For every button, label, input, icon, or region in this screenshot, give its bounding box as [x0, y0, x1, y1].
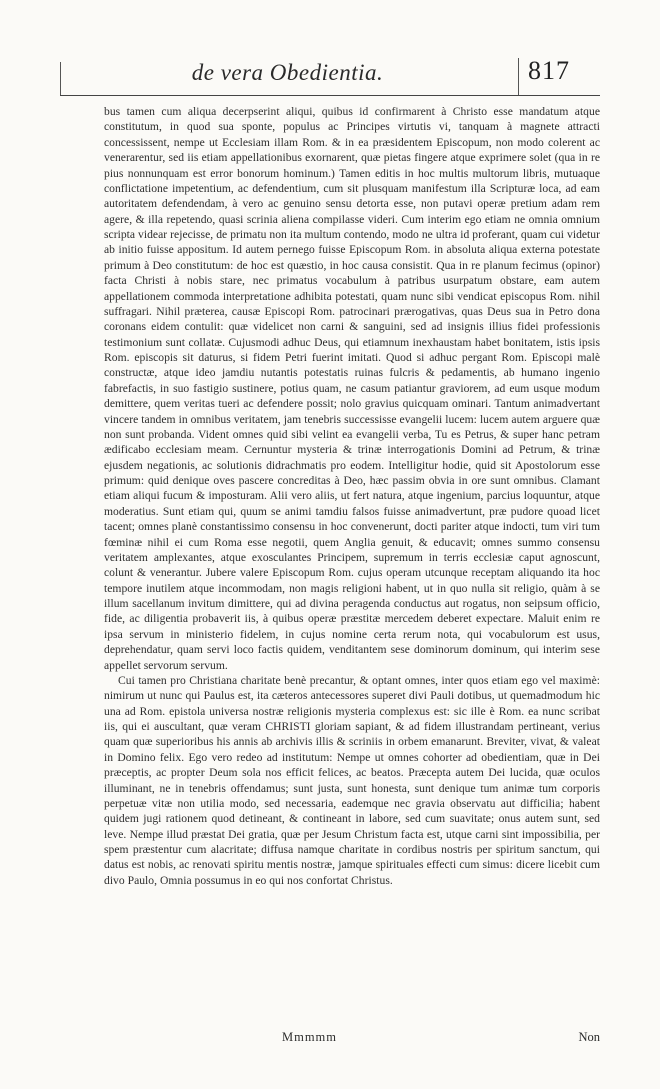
signature-mark: Mmmmm: [282, 1030, 338, 1044]
header-bottom-rule: [60, 95, 600, 96]
running-header: [60, 52, 600, 96]
catchword: Non: [578, 1030, 600, 1044]
main-text: [104, 104, 600, 888]
running-title: de vera Obedientia.: [191, 60, 384, 85]
page-number: 817: [528, 56, 570, 85]
page-footer: [104, 1030, 600, 1048]
paragraph-1: bus tamen cum aliqua decerpserint aliqui, quibus id confirmarent à Christo esse mandatum atque constitutum, in quod sua sponte, populus ac Principes virtutis vi, tanquam à magnete attracti concessissent, nempe ut Ecclesiam illam Rom. & in ea præsidentem Episcopum, non modo colerent ac venerarentur, sed iis etiam appellationibus exornarent, quæ pietas fingere atque exprimere solet (qua in re pius nonnunquam est error bonorum hominum.) Tamen editis in hoc multis multorum libris, mutuaque conflictatione impetentium, ac defendentium, cum sit plusquam manifestum illa Scripturæ loca, ad eam autoritatem defendendam, à vero ac genuino sensu detorta esse, non putavi operæ pretium adam rem agere, & illa repetendo, quasi scrinia aliena compilasse videri. Cum interim ego etiam ne omnia omnium scripta videar rejecisse, de primatu non ita multum contendo, modo ne ultra id proferant, quam cui videtur ab initio fuisse appositum. Id autem pernego fuisse Episcopum Rom. in absoluta aliqua externa potestate primum à Deo constitutum: de hoc est quæstio, in hoc causa consistit. Qua in re planum fecimus (opinor) facta Christi à nobis stare, nec primatus vocabulum à patribus usurpatum obstare, eam autem appellationem commoda interpretatione adhibita potestati, quam nunc sibi vendicat episcopus Rom. nihil suffragari. Nihil præterea, causæ Episcopi Rom. patrocinari prærogativas, quas Deus sua in Petro dona coronans eidem contulit: quæ videlicet non carni & sanguini, sed ad insignis illius fidei professionis testimonium sunt collatæ. Cujusmodi adhuc Deus, qui etiamnum inexhaustam habet bonitatem, istis ipsis Rom. episcopis sit daturus, si fidem Petri fuerint imitati. Quod si adhuc pergant Rom. Episcopi malè constructæ, atque ideo jamdiu nutantis potestatis ruinas fulcris & pedamentis, ab humano ingenio fabrefactis, in suo fastigio sustinere, potius quam, ne casum patiantur graviorem, ad eum usque modum demittere, quem veritas tueri ac defendere possit; nolo gravius quicquam ominari. Tantum animadvertant vincere tandem in omnibus veritatem, jam tenebris successisse evangelii lucem: lucem autem arguere quæ non sunt probanda. Vident omnes quid sibi velint ea evangelii verba, Tu es Petrus, & super hanc petram ædificabo ecclesiam meam. Cernuntur mysteria & trinæ interrogationis Domini ad Petrum, & trinæ ejusdem negationis, ac solutionis didrachmatis pro eodem. Intelligitur hodie, quid sit Apostolorum esse primum: quid denique oves pascere concreditas à Deo, hæc passim obvia in ore sunt omnibus. Clamant etiam aliqui fucum & imposturam. Alii vero aliis, ut fert natura, atque ingenium, parcius loquuntur, atque moderatius. Sunt etiam qui, quum se animi tamdiu falsos fuisse animadvertunt, præ pudore quoad licet tacent; omnes planè constantissimo consensu in hoc convenerunt, docti pariter atque indocti, tum viri tum fœminæ nihil ei cum Roma esse negotii, quem Anglia genuit, & educavit; omnes summo consensu veritatem amplexantes, atque exosculantes Principem, supremum in terris ecclesiæ caput agnoscunt, colunt & venerantur. Jubere valere Episcopum Rom. cujus operam utcunque receptam aliquando ita hoc tempore inutilem atque incommodam, non magis religioni habent, ut in quo nulla sit religio, quàm à se illum sacellanum invitum dimittere, qui ad divina peragenda conductus aut rogatus, non seipsum officio, fide, ac diligentia probaverit iis, à quibus operæ præstitæ mercedem deberet expectare. Maluit enim re ipsa servum in ministerio fidelem, in cujus nomine certa rerum nota, qui vocabulorum est usus, deprehendatur, quam servi loco factis quidem, venditantem sese dominorum dominum, qui interim sese appellet servorum servum.: [104, 105, 600, 672]
paragraph-2: Cui tamen pro Christiana charitate benè precantur, & optant omnes, inter quos etiam ego vel maximè: nimirum ut nunc qui Paulus est, ita cæteros antecessores superet divi Pauli dotibus, ut quemadmodum hic una ad Rom. epistola universa nostræ religionis mysteria complexus est: sic ille è Rom. ea nunc scribat iis, qui ei auscultant, quæ veram CHRISTI gloriam sapiant, & ad fidem illustrandam pertineant, verius quam quæ superioribus his annis ab archivis illis & scriniis in orbem emanarunt. Breviter, vivat, & valeat in Domino felix. Ego vero redeo ad institutum: Nempe ut omnes cohorter ad obedientiam, quæ in Dei præceptis, ac propter Deum sola nos efficit felices, ac beatos. Præcepta autem Dei lucida, quæ oculos illuminant, ne in tenebris offendamus; sunt justa, sunt honesta, sunt denique tum animæ tum corporis perpetuæ vitæ non utilia modo, sed necessaria, eademque nec gravia observatu aut difficilia; habent quidem jugi rationem quod detineant, & contineant in labore, sed cum suavitate; onus autem sunt, sed leve. Nempe illud præstat Dei gratia, quæ per Jesum Christum facta est, utque carni sint impossibilia, per spem præstentur cum alacritate; diffusa namque charitate in cordibus nostris per spiritum sanctum, qui datus est nobis, ac renovati spiritu mentis nostræ, jamque spirituales effecti cum simus: dicere licebit cum divo Paulo, Omnia possumus in eo qui nos confortat Christus.: [104, 673, 600, 887]
header-divider: [518, 58, 519, 96]
